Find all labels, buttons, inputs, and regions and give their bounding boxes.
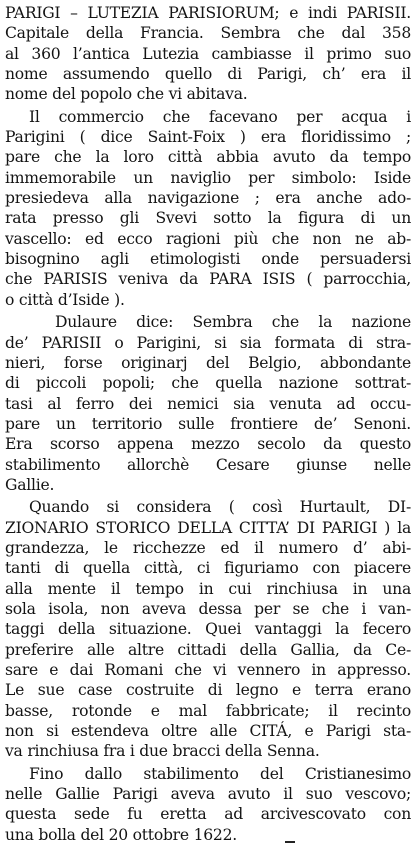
- text-line: alla mente il tempo in cui rinchiusa in una: [5, 579, 411, 598]
- text-line: nieri, forse originarj del Belgio, abbondante: [5, 353, 411, 372]
- text-line: bisognino agli etimologisti onde persuadersi: [5, 250, 411, 269]
- page-bottom-mark: [285, 841, 295, 849]
- text-line: nome assumendo quello di Parigi, ch’ era il: [5, 65, 411, 84]
- text-line: PARIGI – LUTEZIA PARISIORUM; e indi PARISII.: [5, 4, 411, 22]
- text-line: Gallie.: [5, 475, 55, 494]
- text-line: di piccoli popoli; che quella nazione sottrat-: [5, 374, 411, 393]
- text-line: vascello: ed ecco ragioni più che non ne ab-: [5, 229, 411, 248]
- text-line: va rinchiusa fra i due bracci della Senna.: [5, 742, 320, 761]
- text-line: taggi della situazione. Quei vantaggi la fecero: [5, 620, 411, 639]
- text-line: Era scorso appena mezzo secolo da questo: [5, 435, 411, 454]
- text-line: nelle Gallie Parigi aveva avuto il suo vescovo;: [5, 785, 411, 804]
- text-line: Fino dallo stabilimento del Cristianesimo: [29, 764, 411, 783]
- text-line: Parigini ( dice Saint-Foix ) era floridissimo ;: [5, 128, 411, 147]
- text-line: nome del popolo che vi abitava.: [5, 85, 248, 104]
- text-line: immemorabile un naviglio per simbolo: Iside: [5, 168, 411, 187]
- text-line: pare che la loro città abbia avuto da tempo: [5, 148, 411, 167]
- text-line: Capitale della Francia. Sembra che dal 358: [5, 24, 411, 43]
- text-line: questa sede fu eretta ad arcivescovato con: [5, 805, 411, 824]
- text-line: sare e dai Romani che vi vennero in appresso.: [5, 661, 411, 679]
- text-line: Dulaure dice: Sembra che la nazione: [55, 313, 411, 332]
- text-line: che PARISIS veniva da PARA ISIS ( parrocchia,: [5, 270, 411, 289]
- text-line: grandezza, le ricchezze ed il numero d’ abi-: [5, 538, 411, 557]
- text-line: ZIONARIO STORICO DELLA CITTA’ DI PARIGI ) la: [5, 518, 411, 537]
- text-line: tasi al ferro dei nemici sia venuta ad occu-: [5, 394, 411, 413]
- text-line: non si estendeva oltre alle CITÁ, e Parigi sta-: [5, 722, 411, 741]
- text-line: pare un territorio sulle frontiere de’ Senoni.: [5, 414, 411, 433]
- text-line: tanti di quella città, ci figuriamo con piacere: [5, 559, 411, 578]
- paragraph-hurtault: [5, 497, 411, 761]
- text-line: al 360 l’antica Lutezia cambiasse il primo suo: [5, 44, 411, 63]
- text-line: preferire alle altre cittadi della Gallia, da Ce-: [5, 640, 411, 659]
- paragraph-dulaure: [5, 312, 411, 495]
- text-line: Quando si considera ( così Hurtault, DI-: [29, 498, 411, 517]
- text-line: o città d’Iside ).: [5, 290, 125, 309]
- paragraph-christianity: [5, 764, 411, 845]
- text-line: una bolla del 20 ottobre 1622.: [5, 825, 237, 844]
- text-line: rata presso gli Svevi sotto la figura di un: [5, 209, 411, 228]
- text-line: sola isola, non aveva dessa per se che i van-: [5, 599, 411, 618]
- text-line: basse, rotonde e mal fabbricate; il recinto: [5, 701, 411, 720]
- text-line: stabilimento allorchè Cesare giunse nelle: [5, 455, 411, 474]
- text-line: Le sue case costruite di legno e terra erano: [5, 681, 411, 700]
- text-line: presiedeva alla navigazione ; era anche ado-: [5, 189, 411, 208]
- paragraph-intro: [5, 3, 411, 105]
- text-line: Il commercio che facevano per acqua i: [29, 107, 411, 126]
- paragraph-commerce: [5, 107, 411, 310]
- text-line: de’ PARISII o Parigini, si sia formata di stra-: [5, 333, 411, 352]
